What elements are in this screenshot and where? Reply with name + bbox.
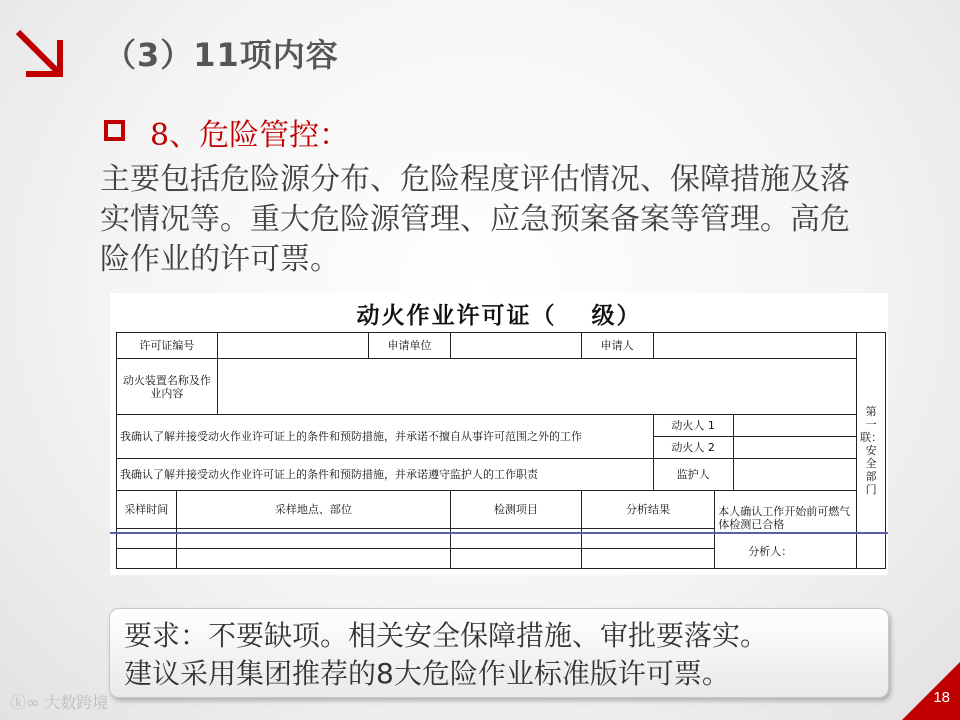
applicant-label: 申请人 bbox=[581, 333, 653, 359]
fire-work-permit-image bbox=[110, 293, 888, 575]
analyst-label: 分析人： bbox=[748, 545, 793, 558]
watermark-text: 大数跨境 bbox=[44, 693, 109, 712]
watermark bbox=[10, 690, 108, 713]
table-cell bbox=[176, 549, 450, 569]
statement-scope: 我确认了解并接受动火作业许可证上的条件和预防措施，并承诺不擅自从事许可范围之外的工作 bbox=[117, 415, 654, 459]
permit-side-label: 第一联：安全部门 bbox=[857, 333, 886, 569]
fire-person-1-label: 动火人 1 bbox=[653, 415, 733, 437]
body-line: 险作业的许可票。 bbox=[100, 242, 340, 277]
sampling-time-header: 采样时间 bbox=[117, 491, 177, 529]
fire-person-2-label: 动火人 2 bbox=[653, 437, 733, 459]
table-cell bbox=[581, 549, 715, 569]
guardian-value bbox=[733, 459, 856, 491]
page-number: 18 bbox=[933, 689, 950, 706]
requirement-callout bbox=[109, 608, 889, 698]
permit-title: 动火作业许可证（ 级） bbox=[356, 302, 642, 329]
requirement-line-1: 要求：不要缺项。相关安全保障措施、审批要落实。 bbox=[124, 619, 769, 652]
page-corner-triangle bbox=[902, 662, 960, 720]
confirmation-text: 本人确认工作开始前可燃气体检测已合格 bbox=[718, 505, 851, 531]
table-cell bbox=[117, 549, 177, 569]
fire-person-2-value bbox=[733, 437, 856, 459]
applicant-value bbox=[653, 333, 857, 359]
bullet-heading: 8、危险管控： bbox=[150, 118, 350, 153]
watermark-logo-icon: ⓚ∞ bbox=[10, 693, 45, 712]
device-content-label: 动火装置名称及作业内容 bbox=[117, 359, 218, 415]
applicant-unit-value bbox=[451, 333, 582, 359]
test-item-header: 检测项目 bbox=[451, 491, 582, 529]
sampling-location-header: 采样地点、部位 bbox=[176, 491, 450, 529]
applicant-unit-label: 申请单位 bbox=[368, 333, 450, 359]
fire-person-1-value bbox=[733, 415, 856, 437]
device-content-value bbox=[217, 359, 856, 415]
guardian-label: 监护人 bbox=[653, 459, 733, 491]
body-paragraph bbox=[100, 160, 905, 280]
arrow-down-right-icon bbox=[8, 22, 72, 86]
slide-title: （3）11项内容 bbox=[104, 36, 339, 74]
body-line: 实情况等。重大危险源管理、应急预案备案等管理。高危 bbox=[100, 202, 850, 237]
statement-guardian: 我确认了解并接受动火作业许可证上的条件和预防措施，并承诺遵守监护人的工作职责 bbox=[117, 459, 654, 491]
analysis-result-header: 分析结果 bbox=[581, 491, 715, 529]
table-cell bbox=[451, 549, 582, 569]
square-bullet-icon bbox=[104, 120, 125, 141]
gas-test-confirmation bbox=[715, 491, 857, 569]
permit-no-label: 许可证编号 bbox=[117, 333, 218, 359]
requirement-text bbox=[124, 617, 768, 693]
body-line: 主要包括危险源分布、危险程度评估情况、保障措施及落 bbox=[100, 162, 850, 197]
permit-no-value bbox=[217, 333, 368, 359]
requirement-line-2: 建议采用集团推荐的8大危险作业标准版许可票。 bbox=[124, 657, 730, 690]
overlay-line bbox=[110, 532, 888, 534]
